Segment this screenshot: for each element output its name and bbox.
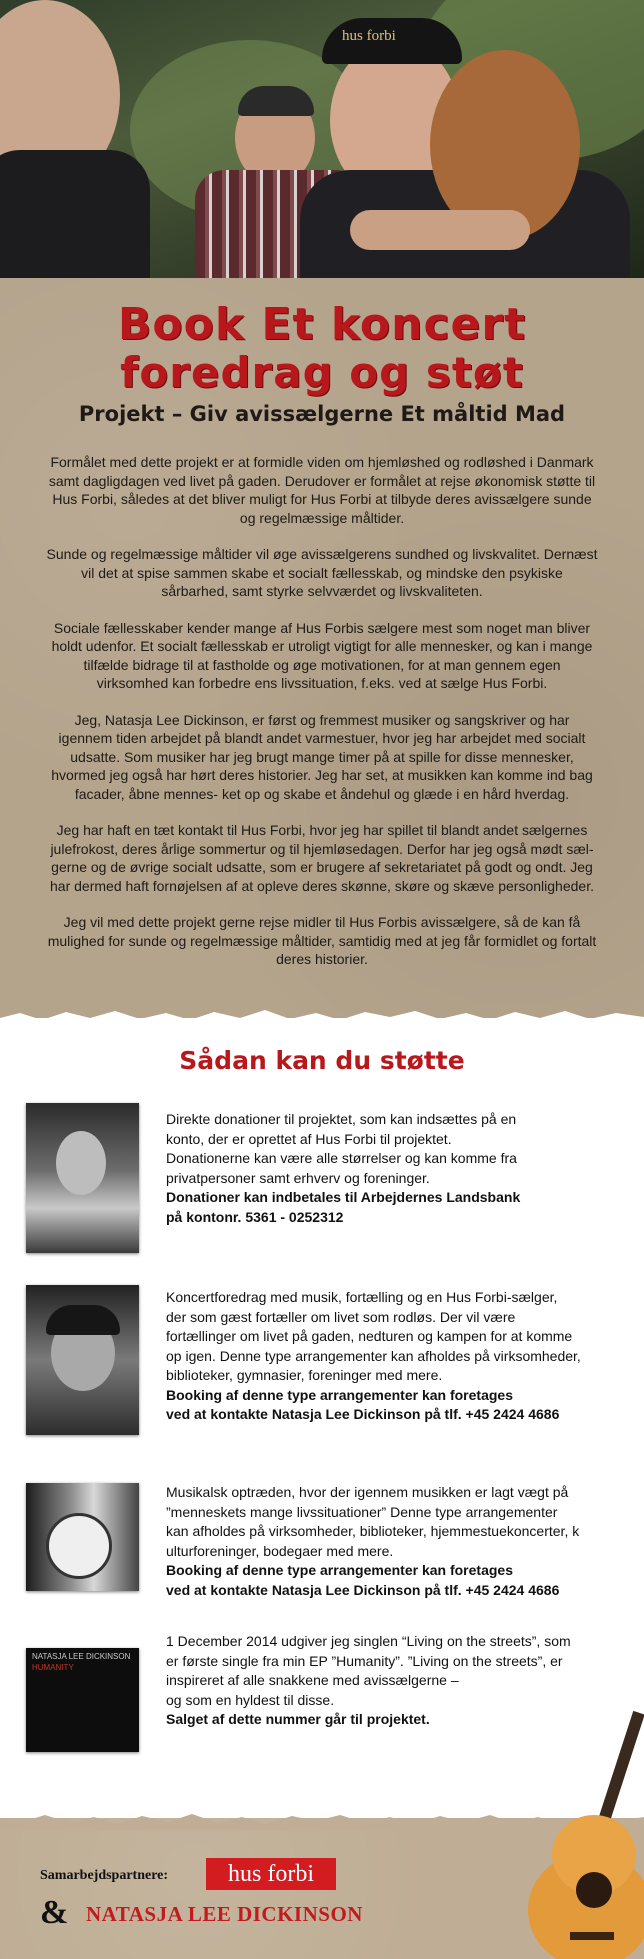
item-line: Musikalsk optræden, hvor der igennem musikken er lagt vægt på	[166, 1484, 569, 1500]
item-line: ”menneskets mange livssituationer” Denne type arrangementer	[166, 1503, 558, 1520]
item-line: ulturforeninger, bodegaer med mere.	[166, 1542, 394, 1559]
intro-paragraph: Jeg har haft en tæt kontakt til Hus Forbi, hvor jeg har spillet til blandt andet sælgernes julefrokost, deres årlige sommertur og til hjemløsedagen. Derfor har jeg også mødt sæl- gerne og de øvrige socialt udsatte, som er brugere af sekretariatet på godt og ondt. Jeg har dermed haft fornøjelsen af at opleve deres skønne, skøre og skæve personligheder.	[50, 822, 594, 894]
album-cover	[26, 1648, 139, 1752]
item-line: kan afholdes på virksomheder, biblioteker, hjemmestuekoncerter, k	[166, 1523, 580, 1539]
item-line: der som gæst fortæller om livet som rodløs. Der vil være	[166, 1308, 516, 1325]
album-artist: NATASJA LEE DICKINSON	[32, 1652, 131, 1661]
support-item-donation	[26, 1103, 626, 1253]
item-line: fortællinger om livet på gaden, nedturen og kampen for at komme	[166, 1328, 573, 1344]
hus-forbi-logo: hus forbi	[206, 1858, 336, 1890]
support-heading: Sådan kan du støtte	[179, 1046, 465, 1075]
item-bold-line: ved at kontakte Natasja Lee Dickinson på tlf. +45 2424 4686	[166, 1406, 560, 1422]
intro-paragraph: Sunde og regelmæssige måltider vil øge avissælgerens sundhed og livskvalitet. Dernæst vil det at spise sammen skabe et socialt fællesskab, og mindske den psykiske sårbarhed, samt styrke selvværdet og livskvaliteten.	[46, 546, 598, 599]
torn-edge-top	[0, 1004, 644, 1026]
support-item-concert-lecture	[26, 1285, 626, 1435]
album-title: HUMANITY	[32, 1663, 74, 1672]
item-line: op igen. Denne type arrangementer kan afholdes på virksomheder,	[166, 1347, 581, 1364]
intro-paragraph: Jeg, Natasja Lee Dickinson, er først og fremmest musiker og sangskriver og har igennem tiden arbejdet på blandt andet varmestuer, hvor jeg har arbejdet med socialt udsatte. Som musiker har jeg brugt mange timer på at spille for disse mennesker, hvormed jeg også har hørt deres historier. Jeg har set, at musikken kan komme ind bag facader, åbne mennes- ket op og skabe et åndehul og glæde i en hård hverdag.	[51, 711, 593, 802]
ampersand: &	[40, 1894, 69, 1931]
item-line: konto, der er oprettet af Hus Forbi til projektet.	[166, 1130, 452, 1147]
portrait-photo	[26, 1285, 139, 1435]
portrait-photo	[26, 1103, 139, 1253]
item-line: 1 December 2014 udgiver jeg singlen “Living on the streets”, som	[166, 1633, 571, 1649]
intro-paragraph: Sociale fællesskaber kender mange af Hus Forbis sælgere mest som noget man bliver holdt udenfor. Et socialt fællesskab er utroligt vigtigt for alle mennesker, og kan i mange tilfælde bidrage til at fastholde og øge motivationen, for at man gennem egen virksomhed kan forbedre ens livssituation, f.eks. ved at sælge Hus Forbi.	[51, 619, 593, 691]
item-line: inspireret af alle snakkene med avissælgerne –	[166, 1672, 459, 1688]
heading-line-2: foredrag og støt	[120, 348, 524, 397]
item-bold-line: ved at kontakte Natasja Lee Dickinson på tlf. +45 2424 4686	[166, 1581, 560, 1598]
cap-text: hus forbi	[342, 28, 396, 44]
heading-subtitle: Projekt – Giv avissælgerne Et måltid Mad	[78, 402, 566, 426]
intro-text	[46, 453, 598, 987]
partners-label: Samarbejdspartnere:	[40, 1868, 169, 1883]
item-line: privatpersoner samt erhverv og foreninger.	[166, 1169, 430, 1186]
hero-photo	[0, 0, 644, 290]
item-line: Koncertforedrag med musik, fortælling og en Hus Forbi-sælger,	[166, 1289, 558, 1305]
item-line: biblioteker, gymnasier, foreninger med mere.	[166, 1367, 443, 1383]
item-bold-line: Booking af denne type arrangementer kan foretages	[166, 1386, 513, 1403]
support-item-music-performance	[26, 1483, 626, 1598]
guitar-photo	[26, 1483, 139, 1591]
artist-name-logo: NATASJA LEE DICKINSON	[86, 1902, 363, 1926]
item-line: Donationerne kan være alle størrelser og kan komme fra	[166, 1150, 517, 1166]
item-bold-line: Salget af dette nummer går til projektet.	[166, 1711, 430, 1727]
item-bold-line: Booking af denne type arrangementer kan foretages	[166, 1562, 513, 1578]
item-bold-line: Donationer kan indbetales til Arbejdernes Landsbank	[166, 1189, 521, 1205]
intro-paragraph: Formålet med dette projekt er at formidle viden om hjemløshed og rodløshed i Danmark samt dagligdagen ved livet på gaden. Derudover er formålet at rejse økonomisk støtte til Hus Forbi, således at det bliver muligt for Hus Forbi at tilbyde deres avissælgere sunde og regelmæssige måltider.	[48, 454, 596, 526]
item-line: Direkte donationer til projektet, som kan indsættes på en	[166, 1111, 517, 1127]
guitar-icon	[520, 1710, 644, 1959]
intro-paragraph: Jeg vil med dette projekt gerne rejse midler til Hus Forbis avissælgere, så de kan få mulighed for sunde og regelmæssige måltider, samtidig med at jeg får formidlet og fortalt deres historier.	[47, 914, 597, 967]
heading-line-1: Book Et koncert	[117, 299, 527, 350]
item-line: er første single fra min EP ”Humanity”. ”Living on the streets”, er	[166, 1652, 563, 1669]
item-bold-line: på kontonr. 5361 - 0252312	[166, 1208, 344, 1225]
item-line: og som en hyldest til disse.	[166, 1691, 335, 1708]
